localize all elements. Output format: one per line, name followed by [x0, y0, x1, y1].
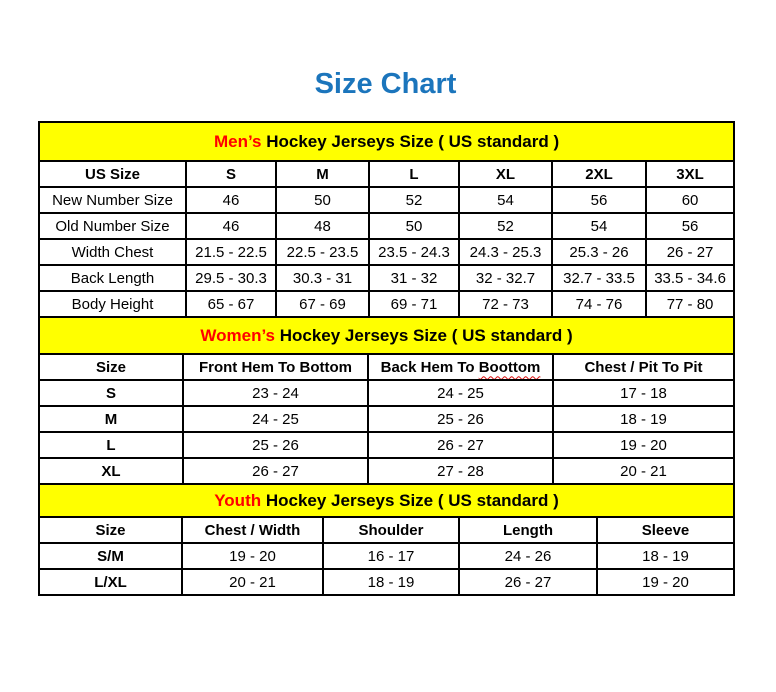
womens-row-label: M	[39, 406, 183, 432]
womens-banner-rest: Hockey Jerseys Size ( US standard )	[275, 325, 573, 345]
table-cell: 29.5 - 30.3	[186, 265, 276, 291]
table-cell: 19 - 20	[597, 569, 734, 595]
table-cell: 56	[552, 187, 646, 213]
table-row	[39, 569, 734, 595]
table-row	[39, 265, 734, 291]
table-cell: 17 - 18	[553, 380, 734, 406]
table-cell: 22.5 - 23.5	[276, 239, 369, 265]
table-cell: 54	[459, 187, 552, 213]
table-cell: 24 - 25	[183, 406, 368, 432]
table-cell: 19 - 20	[553, 432, 734, 458]
womens-header-size: Size	[39, 354, 183, 380]
youth-header-row	[39, 517, 734, 543]
mens-row-label: Back Length	[39, 265, 186, 291]
page-title: Size Chart	[314, 68, 457, 100]
mens-header-m: M	[276, 161, 369, 187]
youth-banner-highlight: Youth	[214, 490, 262, 510]
table-cell: 32.7 - 33.5	[552, 265, 646, 291]
womens-header-row	[39, 354, 734, 380]
mens-header-us-size: US Size	[39, 161, 186, 187]
table-cell: 48	[276, 213, 369, 239]
womens-header-back-hem	[368, 354, 553, 380]
table-cell: 50	[369, 213, 459, 239]
table-cell: 50	[276, 187, 369, 213]
table-cell: 23 - 24	[183, 380, 368, 406]
table-cell: 77 - 80	[646, 291, 734, 317]
table-cell: 26 - 27	[459, 569, 597, 595]
mens-row-label: Body Height	[39, 291, 186, 317]
table-cell: 27 - 28	[368, 458, 553, 484]
table-cell: 20 - 21	[553, 458, 734, 484]
table-row	[39, 291, 734, 317]
youth-header-size: Size	[39, 517, 182, 543]
table-cell: 24 - 25	[368, 380, 553, 406]
table-cell: 54	[552, 213, 646, 239]
table-row	[39, 380, 734, 406]
table-row	[39, 432, 734, 458]
table-cell: 20 - 21	[182, 569, 323, 595]
table-cell: 18 - 19	[323, 569, 459, 595]
youth-row-label: L/XL	[39, 569, 182, 595]
mens-header-3xl: 3XL	[646, 161, 734, 187]
table-cell: 31 - 32	[369, 265, 459, 291]
table-cell: 52	[369, 187, 459, 213]
table-cell: 72 - 73	[459, 291, 552, 317]
womens-size-table	[38, 316, 735, 485]
table-cell: 65 - 67	[186, 291, 276, 317]
womens-row-label: S	[39, 380, 183, 406]
table-cell: 24 - 26	[459, 543, 597, 569]
size-chart-container	[38, 68, 733, 596]
mens-row-label: New Number Size	[39, 187, 186, 213]
table-cell: 19 - 20	[182, 543, 323, 569]
youth-row-label: S/M	[39, 543, 182, 569]
mens-header-row	[39, 161, 734, 187]
table-cell: 46	[186, 213, 276, 239]
mens-row-label: Old Number Size	[39, 213, 186, 239]
youth-header-chest: Chest / Width	[182, 517, 323, 543]
table-cell: 46	[186, 187, 276, 213]
table-cell: 26 - 27	[368, 432, 553, 458]
table-cell: 60	[646, 187, 734, 213]
table-cell: 69 - 71	[369, 291, 459, 317]
womens-header-front-hem: Front Hem To Bottom	[183, 354, 368, 380]
table-cell: 56	[646, 213, 734, 239]
youth-header-sleeve: Sleeve	[597, 517, 734, 543]
table-cell: 26 - 27	[646, 239, 734, 265]
table-cell: 18 - 19	[553, 406, 734, 432]
table-cell: 74 - 76	[552, 291, 646, 317]
table-cell: 25 - 26	[368, 406, 553, 432]
youth-banner-rest: Hockey Jerseys Size ( US standard )	[261, 490, 559, 510]
table-cell: 67 - 69	[276, 291, 369, 317]
table-cell: 24.3 - 25.3	[459, 239, 552, 265]
table-row	[39, 543, 734, 569]
table-row	[39, 213, 734, 239]
table-row	[39, 187, 734, 213]
womens-row-label: L	[39, 432, 183, 458]
table-cell: 25.3 - 26	[552, 239, 646, 265]
table-cell: 52	[459, 213, 552, 239]
youth-size-table	[38, 483, 735, 596]
mens-size-table	[38, 121, 735, 318]
table-cell: 16 - 17	[323, 543, 459, 569]
womens-row-label: XL	[39, 458, 183, 484]
youth-header-shoulder: Shoulder	[323, 517, 459, 543]
mens-header-2xl: 2XL	[552, 161, 646, 187]
table-row	[39, 458, 734, 484]
table-cell: 23.5 - 24.3	[369, 239, 459, 265]
table-cell: 32 - 32.7	[459, 265, 552, 291]
table-cell: 25 - 26	[183, 432, 368, 458]
mens-header-s: S	[186, 161, 276, 187]
mens-banner-rest: Hockey Jerseys Size ( US standard )	[261, 131, 560, 151]
womens-header-chest: Chest / Pit To Pit	[553, 354, 734, 380]
table-cell: 21.5 - 22.5	[186, 239, 276, 265]
mens-row-label: Width Chest	[39, 239, 186, 265]
youth-header-length: Length	[459, 517, 597, 543]
table-row	[39, 239, 734, 265]
womens-banner	[39, 317, 734, 354]
table-row	[39, 406, 734, 432]
mens-banner	[39, 122, 734, 161]
womens-banner-highlight: Women’s	[200, 325, 275, 345]
mens-banner-row	[39, 122, 734, 161]
back-hem-misspelled-word: Boottom	[478, 358, 541, 376]
mens-header-l: L	[369, 161, 459, 187]
table-cell: 33.5 - 34.6	[646, 265, 734, 291]
mens-header-xl: XL	[459, 161, 552, 187]
table-cell: 26 - 27	[183, 458, 368, 484]
womens-banner-row	[39, 317, 734, 354]
youth-banner	[39, 484, 734, 517]
back-hem-text: Back Hem To	[380, 358, 479, 376]
youth-banner-row	[39, 484, 734, 517]
table-cell: 30.3 - 31	[276, 265, 369, 291]
mens-banner-highlight: Men’s	[213, 131, 262, 151]
table-cell: 18 - 19	[597, 543, 734, 569]
